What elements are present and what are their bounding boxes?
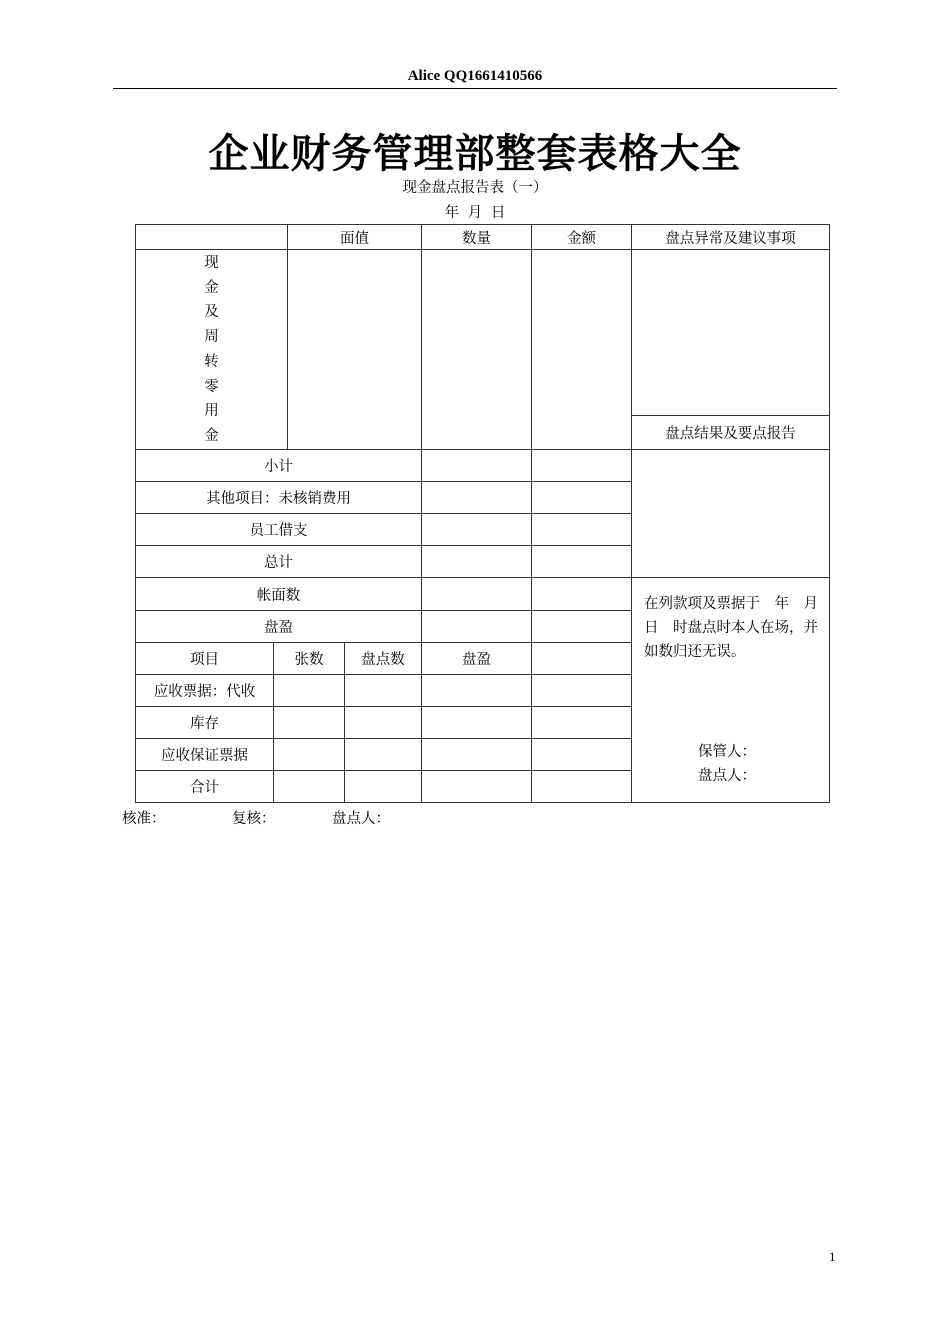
input-cell[interactable]: [422, 675, 532, 707]
staff-loan-label: 员工借支: [136, 514, 422, 546]
input-cell[interactable]: [422, 514, 532, 546]
cash-count-table: [135, 224, 833, 803]
input-cell[interactable]: [422, 482, 532, 514]
page-number: 1: [829, 1249, 836, 1264]
surplus-label: 盘盈: [136, 611, 422, 643]
document-title: 企业财务管理部整套表格大全: [208, 131, 742, 177]
book-amount-label: 帐面数: [136, 578, 422, 611]
input-cell[interactable]: [532, 611, 632, 643]
subheader-sheets: 张数: [274, 643, 345, 675]
table-header-row: [136, 225, 830, 250]
header-cell-quantity: 数量: [422, 225, 532, 250]
input-cell[interactable]: [274, 771, 345, 803]
table-row: [136, 250, 830, 416]
input-cell[interactable]: [532, 739, 632, 771]
input-cell[interactable]: [274, 707, 345, 739]
declaration-cell: [632, 578, 833, 803]
header-cell-anomaly: 盘点异常及建议事项: [632, 225, 830, 250]
input-cell[interactable]: [422, 771, 532, 803]
form-subtitle: 现金盘点报告表（一）: [402, 180, 548, 196]
vertical-char: 现: [204, 254, 219, 271]
review-signature-label: 复核：: [232, 811, 276, 827]
subheader-surplus: 盘盈: [422, 643, 532, 675]
input-cell[interactable]: [532, 514, 632, 546]
receivable-notes-label: 应收票据：代收: [136, 675, 274, 707]
header-cell-blank: [136, 225, 288, 250]
input-cell[interactable]: [532, 707, 632, 739]
guarantee-notes-label: 应收保证票据: [136, 739, 274, 771]
input-cell[interactable]: [532, 771, 632, 803]
input-cell[interactable]: [422, 707, 532, 739]
subheader-count: 盘点数: [345, 643, 422, 675]
declaration-text: 在列款项及票据于 年 月 日 时盘点时本人在场，并如数归还无误。: [644, 596, 833, 660]
input-cell[interactable]: [422, 546, 532, 578]
approve-signature-label: 核准：: [122, 811, 166, 827]
input-cell[interactable]: [532, 675, 632, 707]
header-divider: [113, 88, 837, 89]
input-cell[interactable]: [532, 546, 632, 578]
amount-input-cell[interactable]: [532, 250, 632, 450]
sum-label: 合计: [136, 771, 274, 803]
input-cell[interactable]: [345, 771, 422, 803]
vertical-char: 用: [204, 403, 219, 420]
result-input-cell[interactable]: [632, 450, 830, 578]
subheader-blank: [532, 643, 632, 675]
input-cell[interactable]: [422, 611, 532, 643]
subtotal-label: 小计: [136, 450, 422, 482]
date-line: 年 月 日: [444, 205, 506, 221]
vertical-char: 及: [204, 304, 219, 321]
input-cell[interactable]: [345, 739, 422, 771]
vertical-char: 零: [204, 378, 219, 395]
anomaly-input-cell[interactable]: [632, 250, 830, 416]
face-value-input-cell[interactable]: [288, 250, 422, 450]
input-cell[interactable]: [274, 739, 345, 771]
vertical-char: 转: [204, 353, 219, 370]
result-label-cell: 盘点结果及要点报告: [632, 416, 830, 450]
quantity-input-cell[interactable]: [422, 250, 532, 450]
vertical-char: 周: [204, 329, 219, 346]
header-cell-face-value: 面值: [288, 225, 422, 250]
table-row: [136, 450, 830, 482]
vertical-char: 金: [204, 428, 219, 445]
input-cell[interactable]: [345, 675, 422, 707]
total-label: 总计: [136, 546, 422, 578]
input-cell[interactable]: [532, 450, 632, 482]
counter-footer-label: 盘点人：: [332, 811, 390, 827]
keeper-signature-label: 保管人：: [698, 744, 756, 760]
page-header: Alice QQ1661410566: [407, 68, 543, 84]
vertical-char: 金: [204, 279, 219, 296]
input-cell[interactable]: [422, 739, 532, 771]
input-cell[interactable]: [422, 578, 532, 611]
input-cell[interactable]: [532, 578, 632, 611]
input-cell[interactable]: [274, 675, 345, 707]
input-cell[interactable]: [345, 707, 422, 739]
stock-label: 库存: [136, 707, 274, 739]
input-cell[interactable]: [422, 450, 532, 482]
subheader-item: 项目: [136, 643, 274, 675]
vertical-label-cell: [136, 250, 288, 450]
header-cell-amount: 金额: [532, 225, 632, 250]
input-cell[interactable]: [532, 482, 632, 514]
other-items-label: 其他项目：未核销费用: [136, 482, 422, 514]
table-row: [136, 578, 830, 611]
counter-signature-label: 盘点人：: [698, 768, 756, 784]
